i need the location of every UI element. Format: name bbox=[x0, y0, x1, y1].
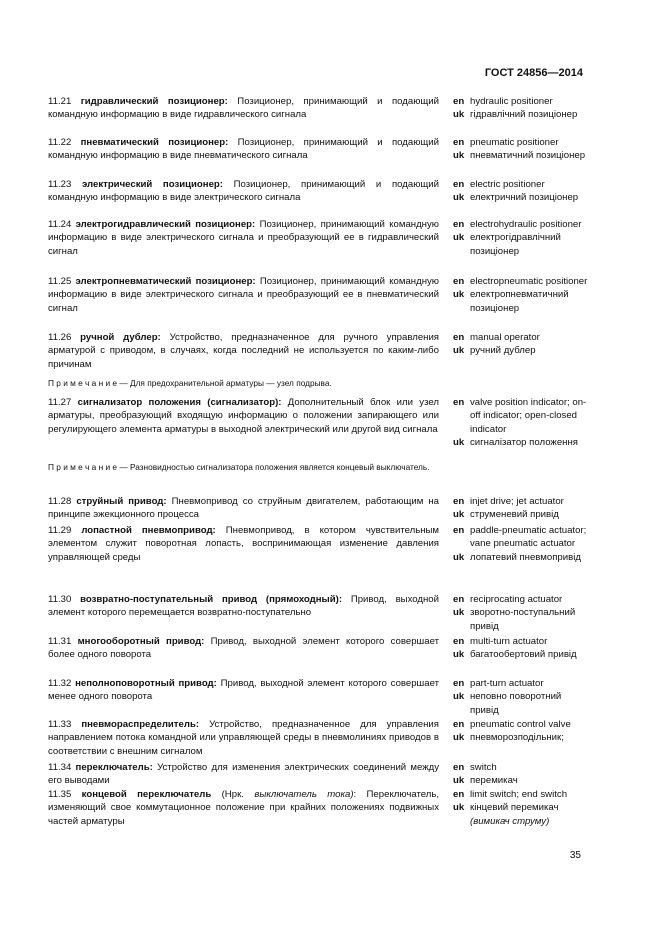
translations-11-29: en paddle-pneumatic actuator; vane pneumatic actuator uk лопатевий пневмопривід bbox=[453, 525, 587, 563]
translations-11-30: en reciprocating actuator uk зворотно-поступальний привід bbox=[453, 594, 576, 632]
term-entry-11-34: 11.34 переключатель: Устройство для изменения электрических соединений между его выводами bbox=[48, 762, 440, 787]
term-entry-11-22: 11.22 пневматический позиционер: Позиционер, принимающий и подающий командную информацию в виде пневматического сигнала bbox=[48, 137, 439, 162]
translations-11-25: en electropneumatic positioner uk електропневматичний позиціонер bbox=[453, 276, 588, 314]
translations-11-34: en switch uk перемикач bbox=[453, 762, 518, 787]
term-entry-11-28: 11.28 струйный привод: Пневмопривод со струйным двигателем, работающим на принципе эжекционного процесса bbox=[48, 496, 439, 521]
translations-11-33: en pneumatic control valve uk пневморозподільник; bbox=[453, 719, 571, 744]
page-number: 35 bbox=[569, 850, 581, 861]
translations-11-21: en hydraulic positioner uk гідравлічний позиціонер bbox=[453, 96, 578, 121]
translations-11-27: en valve position indicator; on-off indicator; open-closed indicator uk сигналізатор положення bbox=[453, 397, 587, 448]
translations-11-28: en injet drive; jet actuator uk струменевий привід bbox=[453, 496, 564, 521]
term-entry-11-29: 11.29 лопастной пневмопривод: Пневмопривод, в котором чувствительным элементом служит поворотная лопасть, воспринимающая изменение давления управляющей среды bbox=[48, 525, 440, 563]
note-11-26: П р и м е ч а н и е — Для предохранительной арматуры — узел подрыва. bbox=[48, 378, 332, 388]
standard-header: ГОСТ 24856—2014 bbox=[484, 67, 583, 79]
translations-11-26: en manual operator uk ручний дублер bbox=[453, 332, 540, 357]
term-entry-11-33: 11.33 пневмораспределитель: Устройство, предназначенное для управления направлением потока командной или управляющей среды в пневмолиниях приводов в соответствии с внешним сигналом bbox=[48, 719, 439, 757]
translations-11-31: en multi-turn actuator uk багатообертовий привід bbox=[453, 636, 577, 661]
term-entry-11-27: 11.27 сигнализатор положения (сигнализатор): Дополнительный блок или узел арматуры, преобразующий входящую информацию о положении запирающего или регулирующего элемента арматуры в выходной электрический или другой вид сигнала bbox=[48, 397, 439, 435]
term-entry-11-32: 11.32 неполноповоротный привод: Привод, выходной элемент которого совершает менее одного поворота bbox=[48, 678, 440, 703]
translations-11-32: en part-turn actuator uk неповно поворотний привід bbox=[453, 678, 562, 716]
term-entry-11-26: 11.26 ручной дублер: Устройство, предназначенное для ручного управления арматурой с приводом, в случаях, когда последний не используется по каким-либо причинам bbox=[48, 332, 440, 370]
term-entry-11-23: 11.23 электрический позиционер: Позиционер, принимающий и подающий командную информацию в виде электрического сигнала bbox=[48, 179, 439, 204]
translations-11-22: en pneumatic positioner uk пневматичний позиціонер bbox=[453, 137, 586, 162]
note-11-27: П р и м е ч а н и е — Разновидностью сигнализатора положения является концевый выключатель. bbox=[48, 462, 430, 472]
term-entry-11-35: 11.35 концевой переключатель (Нрк. выключатель тока): Переключатель, изменяющий свое коммутационное положение при крайних положениях подвижных частей арматуры bbox=[48, 789, 440, 827]
term-entry-11-21: 11.21 гидравлический позиционер: Позиционер, принимающий и подающий командную информацию в виде гидравлического сигнала bbox=[48, 96, 439, 121]
translations-11-24: en electrohydraulic positioner uk електрогідравлічний позиціонер bbox=[453, 219, 582, 257]
translations-11-35: en limit switch; end switch uk кінцевий перемикач (вимикач струму) bbox=[453, 789, 568, 827]
term-entry-11-30: 11.30 возвратно-поступательный привод (прямоходный): Привод, выходной элемент которого перемещается возвратно-поступательно bbox=[48, 594, 439, 619]
term-entry-11-25: 11.25 электропневматический позиционер: Позиционер, принимающий командную информацию в виде электрического сигнала и преобразующий ее в пневматический сигнал bbox=[48, 276, 439, 314]
translations-11-23: en electric positioner uk електричний позиціонер bbox=[453, 179, 579, 204]
term-entry-11-31: 11.31 многооборотный привод: Привод, выходной элемент которого совершает более одного поворота bbox=[48, 636, 439, 661]
term-entry-11-24: 11.24 электрогидравлический позиционер: Позиционер, принимающий командную информацию в виде электрического сигнала и преобразующий ее в гидравлический сигнал bbox=[48, 219, 439, 257]
